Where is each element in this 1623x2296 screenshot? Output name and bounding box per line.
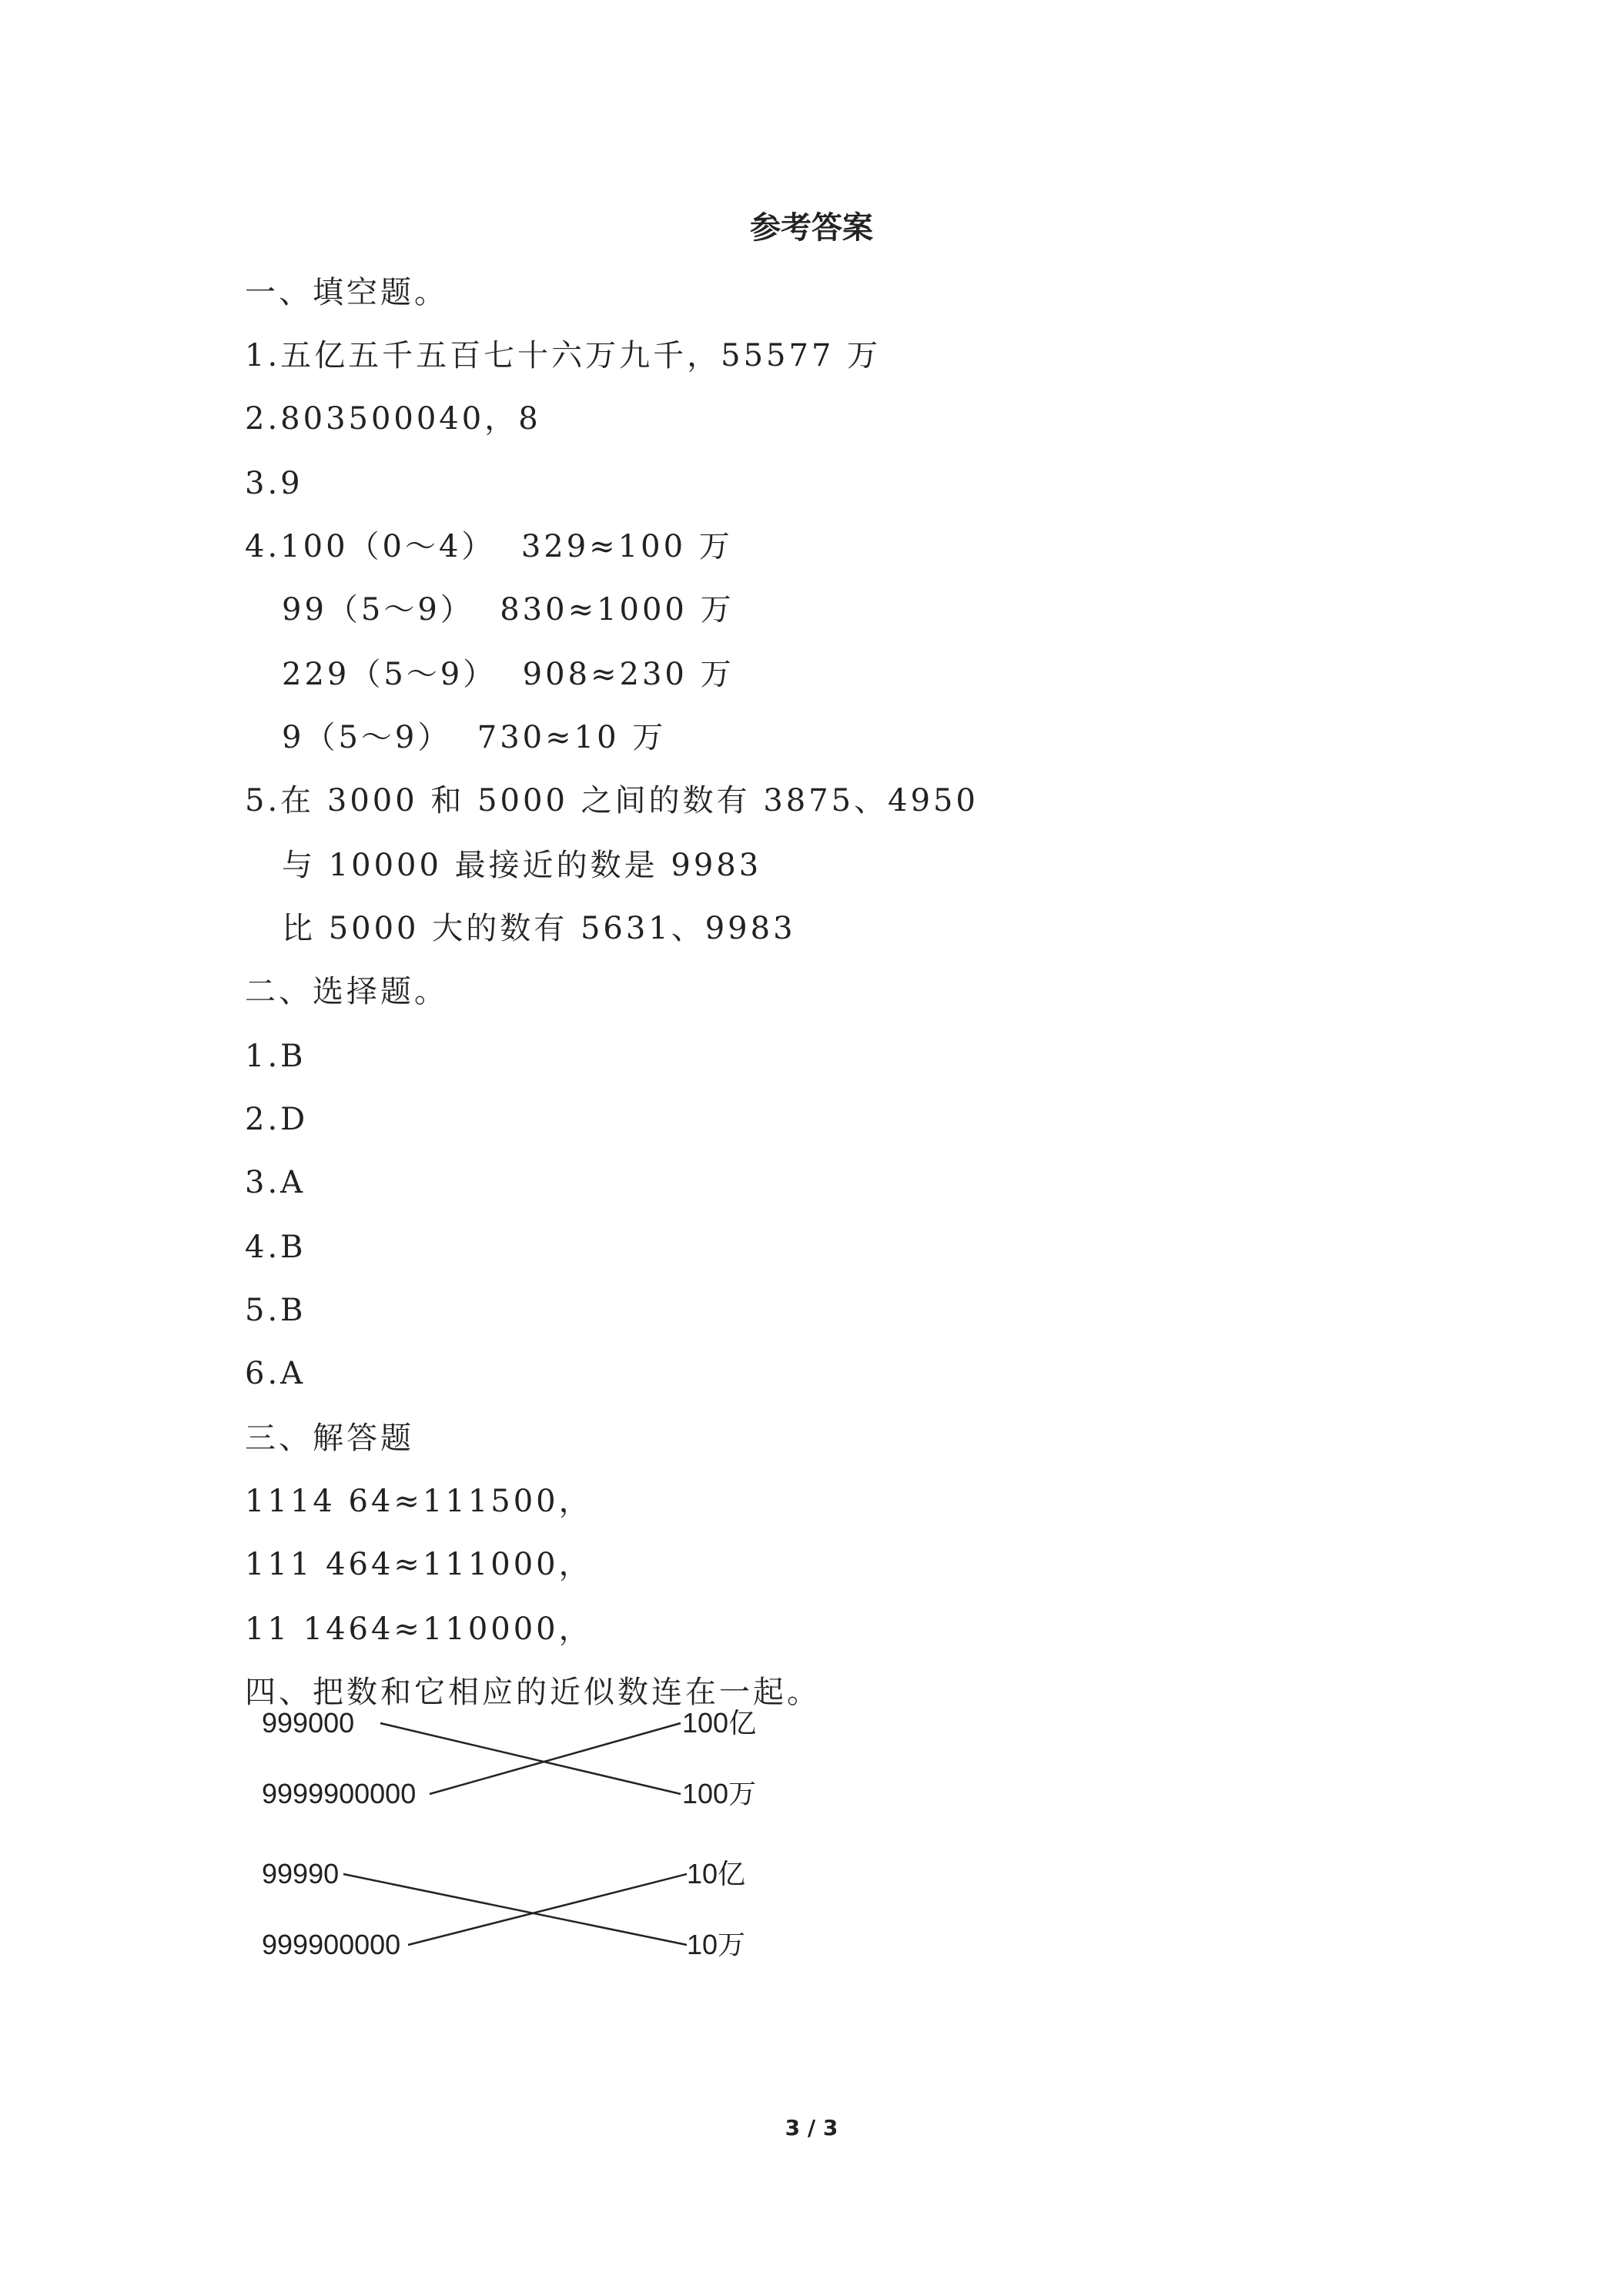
match-connector-line xyxy=(408,1874,687,1945)
answer-line: 1114 64≈111500， xyxy=(245,1484,593,1519)
answer-line: 1.B xyxy=(245,1039,306,1074)
match-connector-line xyxy=(380,1723,681,1794)
answer-line: 2.803500040，8 xyxy=(245,401,541,437)
answer-line: 99（5～9） 830≈1000 万 xyxy=(282,592,735,628)
answer-line: 2.D xyxy=(245,1102,309,1137)
match-right-approx: 10亿 xyxy=(687,1858,746,1889)
section-heading-match: 四、把数和它相应的近似数连在一起。 xyxy=(245,1675,821,1710)
answer-line: 与 10000 最接近的数是 9983 xyxy=(282,848,762,883)
page-indicator: 3 / 3 xyxy=(785,2115,838,2140)
match-left-number: 9999900000 xyxy=(262,1778,417,1809)
match-left-number: 999900000 xyxy=(262,1929,401,1960)
match-left-number: 999000 xyxy=(262,1709,355,1739)
answer-line: 4.B xyxy=(245,1230,306,1265)
answer-line: 3.9 xyxy=(245,466,303,501)
answer-line: 9（5～9） 730≈10 万 xyxy=(282,720,667,755)
match-connector-line xyxy=(430,1723,681,1794)
answer-line: 229（5～9） 908≈230 万 xyxy=(282,657,735,692)
match-right-approx: 100亿 xyxy=(682,1709,757,1739)
section-heading-solve: 三、解答题 xyxy=(245,1421,414,1456)
answer-line: 4.100（0～4） 329≈100 万 xyxy=(245,529,733,564)
section-heading-choice: 二、选择题。 xyxy=(245,974,448,1009)
answer-line: 3.A xyxy=(245,1165,306,1200)
answer-line: 5.B xyxy=(245,1293,306,1328)
match-right-approx: 100万 xyxy=(682,1778,757,1809)
match-right-approx: 10万 xyxy=(687,1929,746,1960)
answer-line: 比 5000 大的数有 5631、9983 xyxy=(282,911,796,946)
answer-line: 111 464≈111000， xyxy=(245,1547,593,1582)
section-heading-fill-blank: 一、填空题。 xyxy=(245,275,448,310)
match-left-number: 99990 xyxy=(262,1858,340,1889)
matching-diagram xyxy=(245,1709,830,2002)
answer-line: 11 1464≈110000， xyxy=(245,1612,593,1647)
page-title: 参考答案 xyxy=(750,210,873,246)
answer-line: 6.A xyxy=(245,1356,306,1391)
answer-line: 1.五亿五千五百七十六万九千，55577 万 xyxy=(245,338,882,373)
answer-line: 5.在 3000 和 5000 之间的数有 3875、4950 xyxy=(245,783,979,818)
